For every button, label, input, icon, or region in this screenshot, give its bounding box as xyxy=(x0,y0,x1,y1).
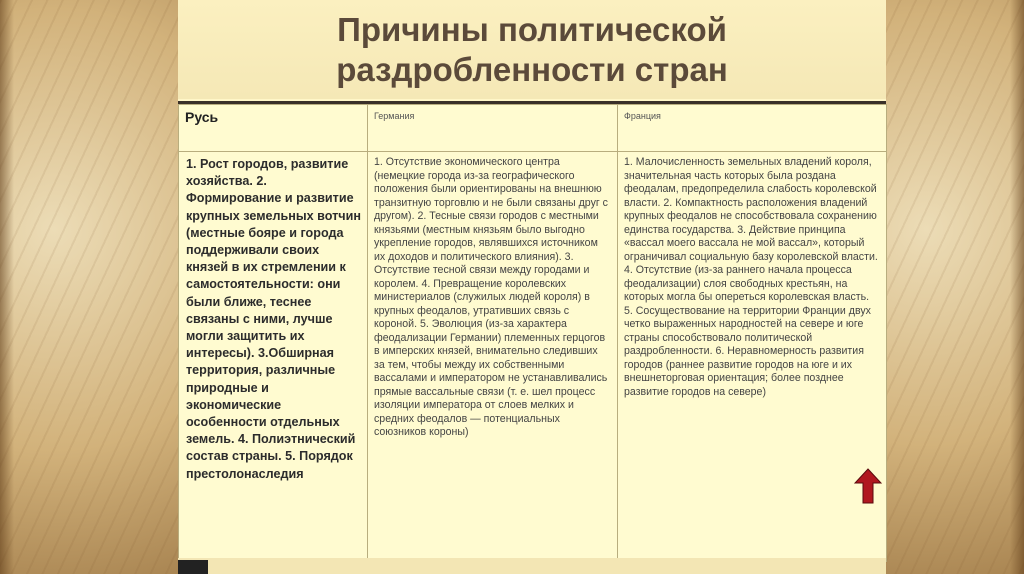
header-france: Франция xyxy=(618,105,887,152)
slide-title xyxy=(182,10,882,90)
cell-germany-causes: 1. Отсутствие экономического центра (немецкие города из-за географического положения были ориентированы на внешнюю транзитную торговлю и не были связаны друг с другом). 2. Тесные связи городов с местными князьями (местным князьям было выгодно укрепление городов, являвшихся источником их доходов и политического влияния). 3. Отсутствие тесной связи между городами и королем. 4. Превращение королевских министериалов (служилых людей короля) в крупных феодалов, утративших связь с короной. 5. Эволюция (из-за характера феодализации Германии) племенных герцогов в имперских князей, внимательно следивших за тем, чтобы между их собственными вассалами и императором не устанавливались прямые вассальные связи (т. е. шел процесс изоляции императора от слоев мелких и средних феодалов — потенциальных союзников короны) xyxy=(368,152,618,562)
table-header-row xyxy=(179,105,887,152)
parchment-background-right xyxy=(884,0,1024,574)
header-rus: Русь xyxy=(179,105,368,152)
burned-edge-left xyxy=(0,0,14,574)
burned-edge-right xyxy=(1010,0,1024,574)
up-arrow-icon[interactable] xyxy=(854,468,882,504)
slide-bottom-strip xyxy=(178,558,886,574)
title-line-1: Причины политической xyxy=(337,10,727,48)
slide xyxy=(178,0,886,574)
cell-france-causes: 1. Малочисленность земельных владений короля, значительная часть которых была роздана феодалам, предопределила слабость королевской власти. 2. Компактность расположения владений крупных феодалов не способствовала сохранению единства государства. 3. Действие принципа «вассал моего вассала не мой вассал», который ограничивал социальную базу королевской власти. 4. Отсутствие (из-за раннего начала процесса феодализации) слоя свободных крестьян, на которых могла бы опереться королевская власть. 5. Сосуществование на территории Франции двух четко выраженных народностей на севере и юге страны способствовало политической раздробленности. 6. Неравномерность развития городов (раннее развитие городов на юге и их внешнеторговая ориентация; более позднее развитие городов на севере) xyxy=(618,152,887,562)
up-arrow-shape xyxy=(855,469,881,503)
title-line-2: раздробленности стран xyxy=(336,50,728,88)
parchment-background-left xyxy=(0,0,180,574)
causes-table xyxy=(178,104,887,562)
table-row xyxy=(179,152,887,562)
slide-footer-bar xyxy=(178,560,208,574)
causes-table-wrapper xyxy=(178,101,886,562)
cell-rus-causes: 1. Рост городов, развитие хозяйства. 2. Формирование и развитие крупных земельных вотчин (местные бояре и города поддерживали своих князей в их стремлении к самостоятельности: они были ближе, теснее связаны с ними, лучше могли защитить их интересы). 3.Обширная территория, различные природные и экономические особенности отдельных земель. 4. Полиэтнический состав страны. 5. Порядок престолонаследия xyxy=(179,152,368,562)
header-germany: Германия xyxy=(368,105,618,152)
title-area xyxy=(178,0,886,99)
